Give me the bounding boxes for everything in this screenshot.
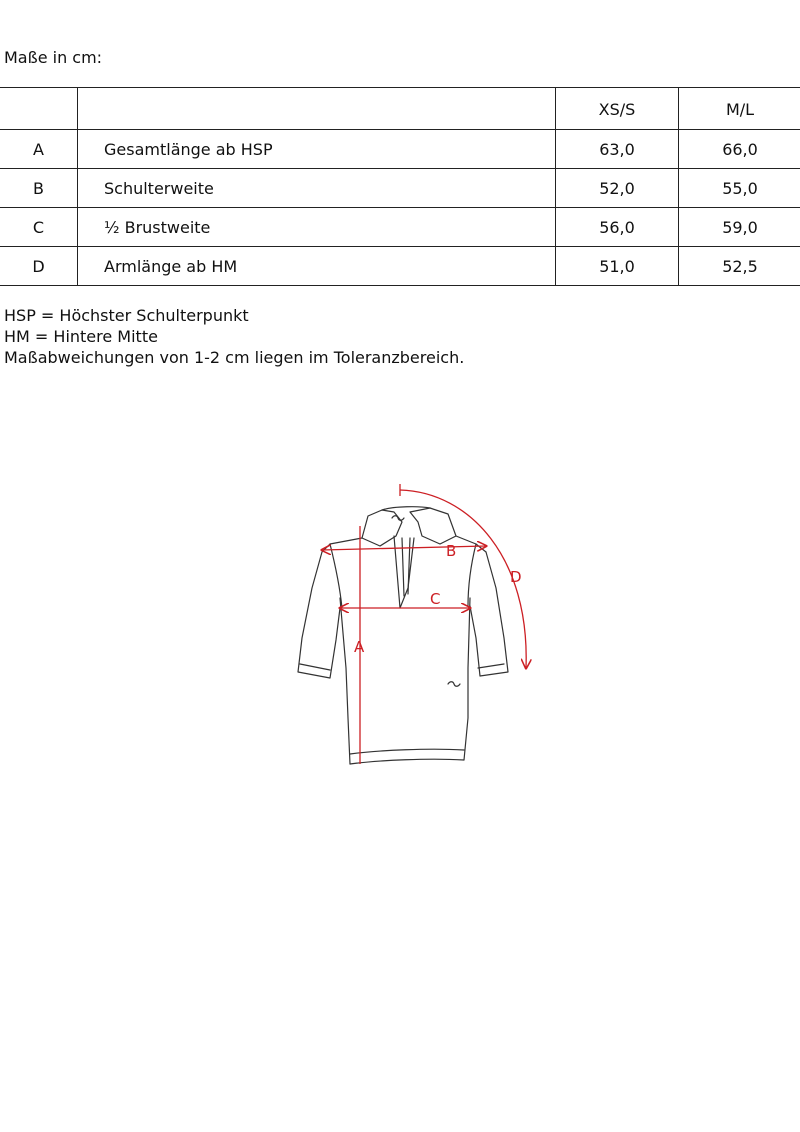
row-code: C bbox=[0, 208, 78, 247]
row-label: ½ Brustweite bbox=[78, 208, 556, 247]
measure-d-arc bbox=[400, 490, 526, 668]
row-value-m-l: 52,5 bbox=[679, 247, 800, 286]
header-code bbox=[0, 88, 78, 130]
header-label bbox=[78, 88, 556, 130]
label-b: B bbox=[446, 542, 457, 560]
garment-outline bbox=[298, 507, 508, 764]
row-value-xs-s: 52,0 bbox=[556, 169, 679, 208]
row-value-xs-s: 56,0 bbox=[556, 208, 679, 247]
label-d: D bbox=[510, 568, 522, 586]
table-header-row bbox=[0, 88, 800, 130]
table-row bbox=[0, 169, 800, 208]
header-xs-s: XS/S bbox=[556, 88, 679, 130]
row-value-m-l: 55,0 bbox=[679, 169, 800, 208]
notes bbox=[4, 305, 464, 368]
row-value-m-l: 59,0 bbox=[679, 208, 800, 247]
table-row bbox=[0, 247, 800, 286]
size-table bbox=[0, 87, 800, 286]
measure-lines bbox=[322, 484, 526, 764]
table-row bbox=[0, 208, 800, 247]
row-label: Armlänge ab HM bbox=[78, 247, 556, 286]
table-row bbox=[0, 130, 800, 169]
row-label: Schulterweite bbox=[78, 169, 556, 208]
garment-sketch-icon bbox=[290, 478, 540, 778]
row-value-m-l: 66,0 bbox=[679, 130, 800, 169]
measure-labels bbox=[354, 542, 522, 656]
row-label: Gesamtlänge ab HSP bbox=[78, 130, 556, 169]
row-code: B bbox=[0, 169, 78, 208]
label-c: C bbox=[430, 590, 441, 608]
row-code: A bbox=[0, 130, 78, 169]
label-a: A bbox=[354, 638, 365, 656]
row-value-xs-s: 51,0 bbox=[556, 247, 679, 286]
measure-b-line bbox=[322, 546, 486, 550]
page-title: Maße in cm: bbox=[4, 48, 103, 67]
row-code: D bbox=[0, 247, 78, 286]
row-value-xs-s: 63,0 bbox=[556, 130, 679, 169]
note-hm: HM = Hintere Mitte bbox=[4, 327, 158, 346]
header-m-l: M/L bbox=[679, 88, 800, 130]
note-hsp: HSP = Höchster Schulterpunkt bbox=[4, 306, 249, 325]
note-tolerance: Maßabweichungen von 1-2 cm liegen im Toleranzbereich. bbox=[4, 348, 465, 367]
